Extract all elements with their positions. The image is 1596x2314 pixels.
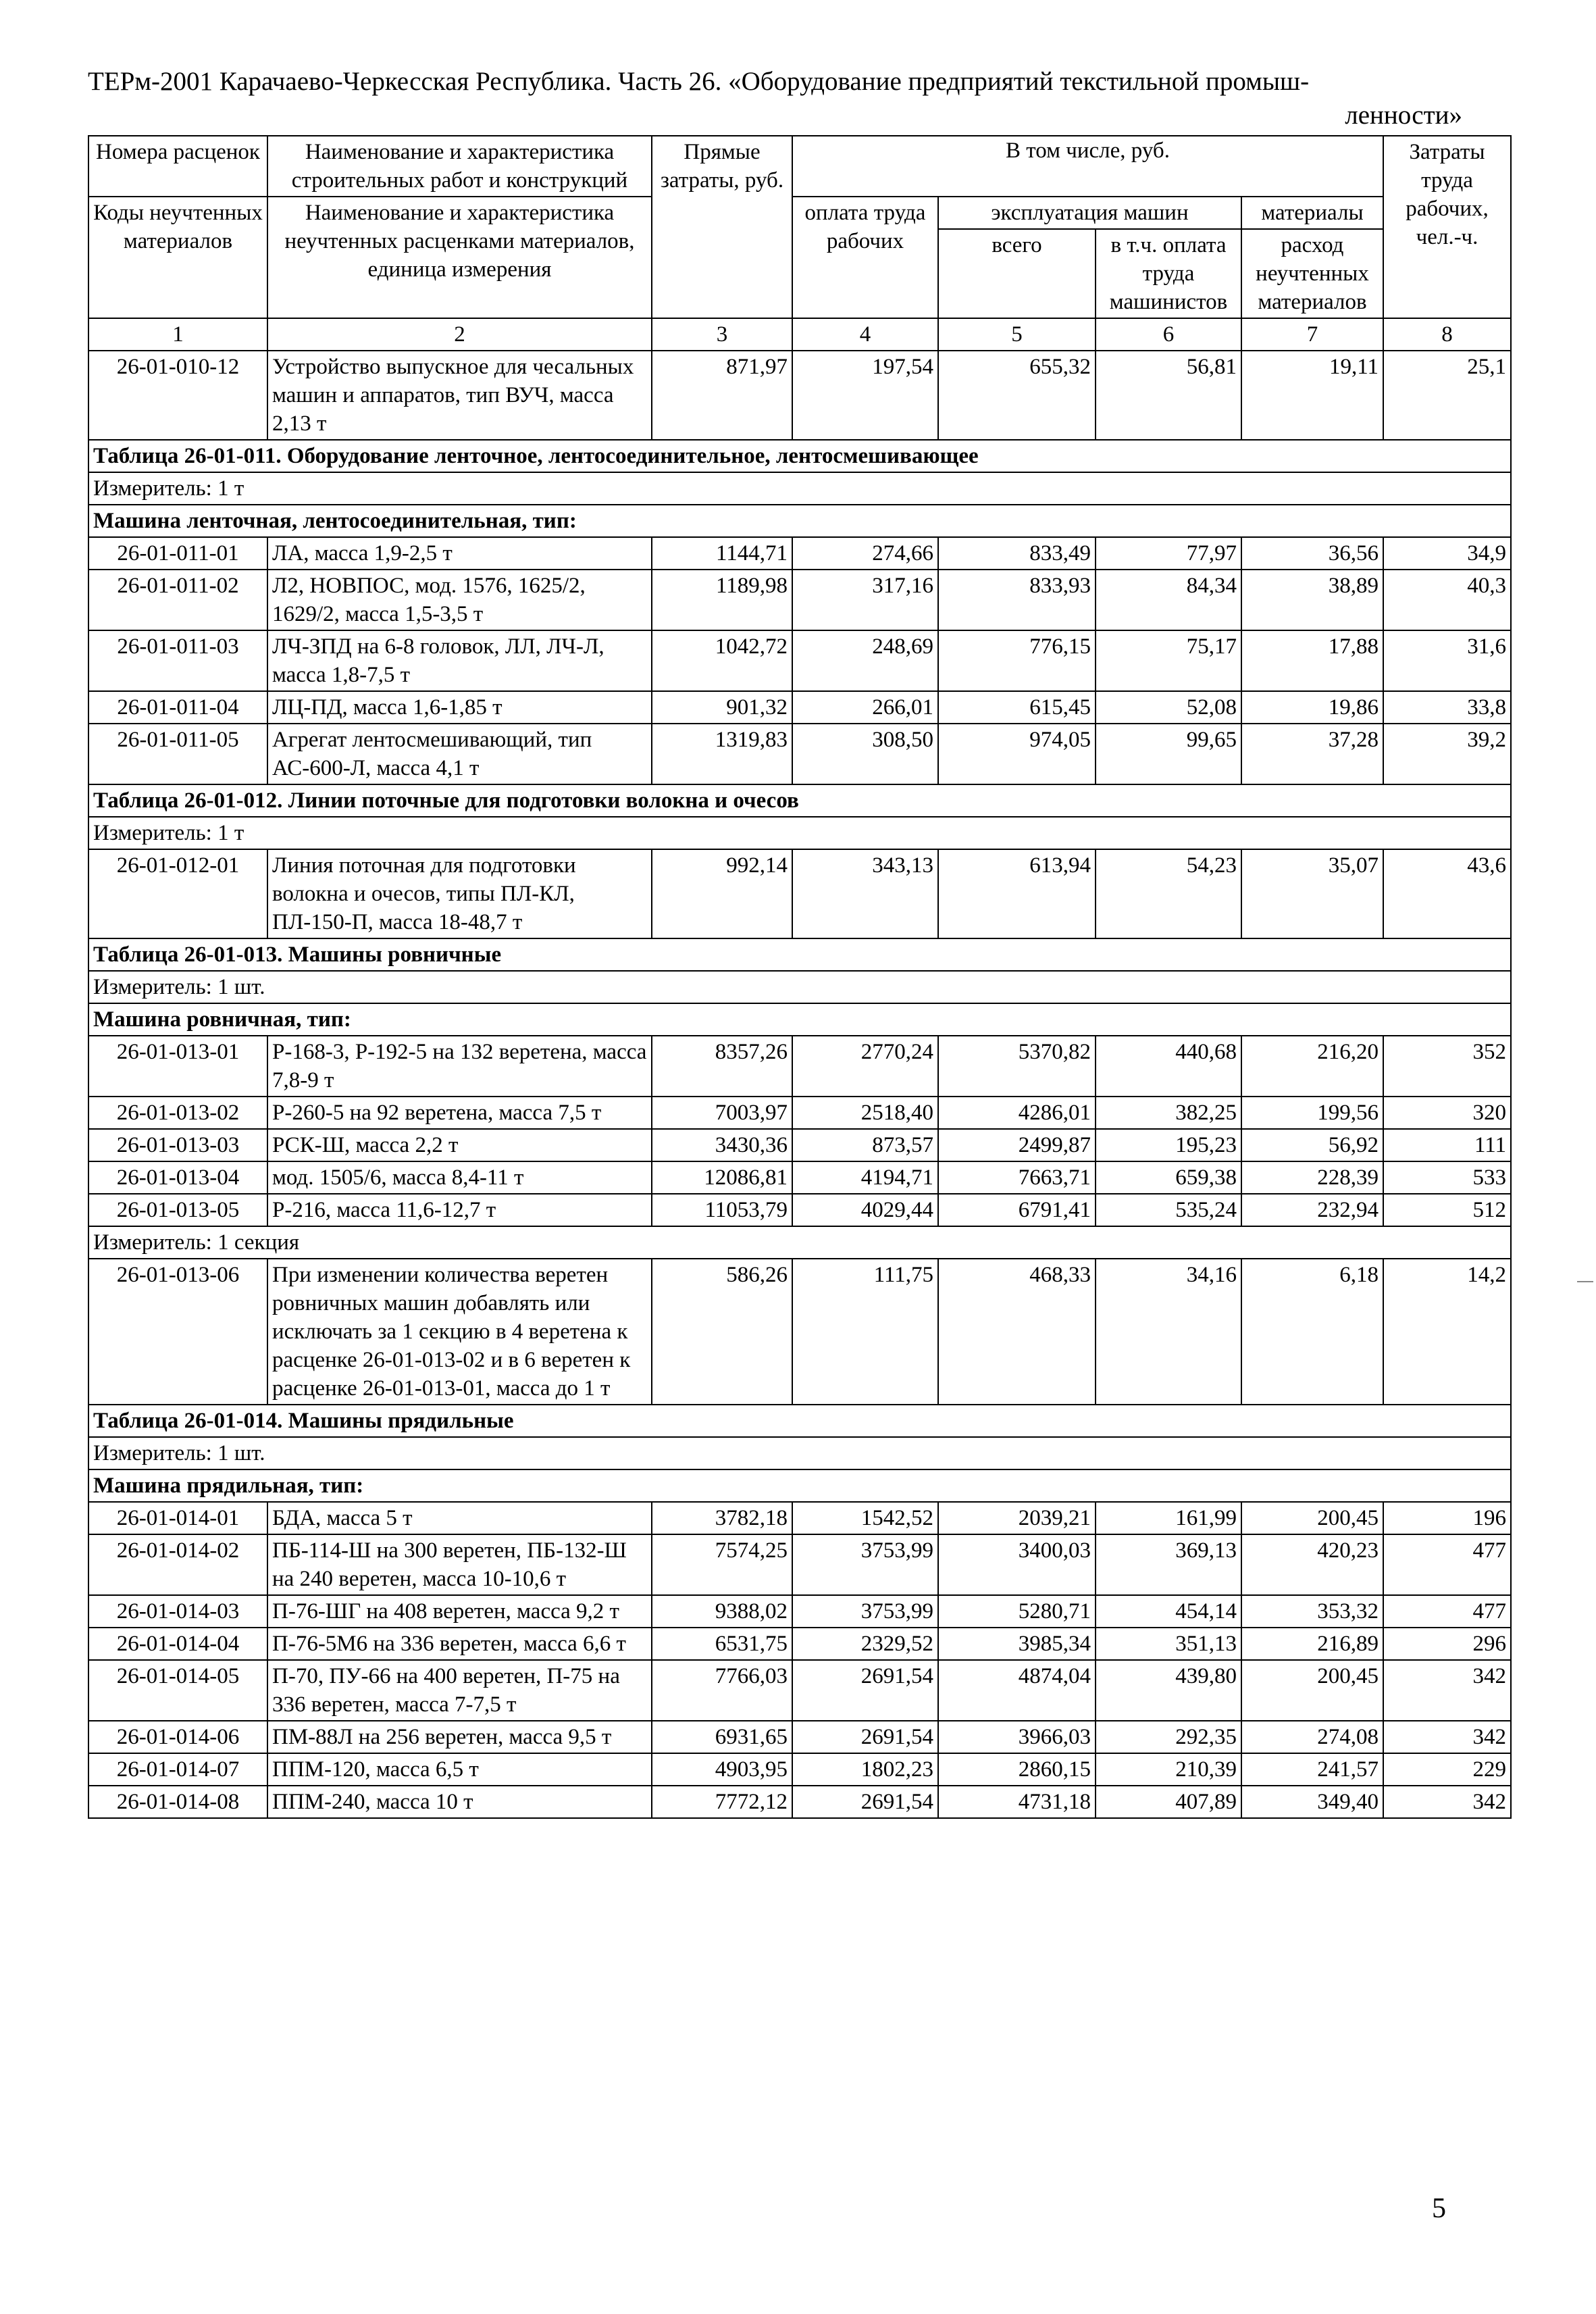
row-name: ППМ-120, масса 6,5 т [267, 1753, 652, 1786]
row-operator-pay: 75,17 [1096, 630, 1241, 691]
row-labor: 342 [1383, 1721, 1511, 1753]
row-worker-pay: 266,01 [792, 691, 938, 724]
table-title: Таблица 26-01-012. Линии поточные для подготовки волокна и очесов [88, 784, 1511, 817]
page-header [88, 65, 1462, 132]
row-code: 26-01-011-01 [88, 537, 267, 570]
row-materials: 199,56 [1241, 1097, 1383, 1129]
row-code: 26-01-013-02 [88, 1097, 267, 1129]
col-number: 7 [1241, 318, 1383, 351]
col-name-materials: Наименование и характеристика неучтенных расценками материалов, единица измерения [267, 197, 652, 318]
table-row [88, 971, 1511, 1003]
subheading: Машина ровничная, тип: [88, 1003, 1511, 1036]
table-row [88, 570, 1511, 630]
row-worker-pay: 308,50 [792, 724, 938, 784]
price-table [88, 135, 1512, 1819]
row-direct-cost: 1189,98 [652, 570, 792, 630]
row-worker-pay: 2691,54 [792, 1660, 938, 1721]
row-labor: 34,9 [1383, 537, 1511, 570]
table-row [88, 849, 1511, 938]
row-operator-pay: 535,24 [1096, 1194, 1241, 1226]
row-worker-pay: 1542,52 [792, 1502, 938, 1534]
row-worker-pay: 248,69 [792, 630, 938, 691]
measure-unit: Измеритель: 1 т [88, 817, 1511, 849]
col-number: 6 [1096, 318, 1241, 351]
row-operator-pay: 659,38 [1096, 1161, 1241, 1194]
col-incl: В том числе, руб. [792, 136, 1383, 197]
row-code: 26-01-014-07 [88, 1753, 267, 1786]
table-row [88, 351, 1511, 440]
row-name: Р-260-5 на 92 веретена, масса 7,5 т [267, 1097, 652, 1129]
row-materials: 37,28 [1241, 724, 1383, 784]
row-materials: 420,23 [1241, 1534, 1383, 1595]
row-labor: 320 [1383, 1097, 1511, 1129]
row-machines-total: 776,15 [938, 630, 1096, 691]
row-labor: 111 [1383, 1129, 1511, 1161]
table-row [88, 784, 1511, 817]
row-name: Л2, НОВПОС, мод. 1576, 1625/2, 1629/2, масса 1,5-3,5 т [267, 570, 652, 630]
row-operator-pay: 407,89 [1096, 1786, 1241, 1818]
row-machines-total: 6791,41 [938, 1194, 1096, 1226]
row-materials: 232,94 [1241, 1194, 1383, 1226]
row-name: П-76-ШГ на 408 веретен, масса 9,2 т [267, 1595, 652, 1628]
row-materials: 17,88 [1241, 630, 1383, 691]
row-code: 26-01-012-01 [88, 849, 267, 938]
row-name: ЛЦ-ПД, масса 1,6-1,85 т [267, 691, 652, 724]
row-machines-total: 7663,71 [938, 1161, 1096, 1194]
row-worker-pay: 317,16 [792, 570, 938, 630]
row-worker-pay: 873,57 [792, 1129, 938, 1161]
row-machines-total: 4286,01 [938, 1097, 1096, 1129]
row-worker-pay: 1802,23 [792, 1753, 938, 1786]
row-code: 26-01-014-04 [88, 1628, 267, 1660]
row-machines-total: 468,33 [938, 1259, 1096, 1405]
row-materials: 274,08 [1241, 1721, 1383, 1753]
table-row [88, 1502, 1511, 1534]
row-materials: 36,56 [1241, 537, 1383, 570]
subheading: Машина ленточная, лентосоединительная, тип: [88, 505, 1511, 537]
row-labor: 14,2 [1383, 1259, 1511, 1405]
row-materials: 216,20 [1241, 1036, 1383, 1097]
table-row [88, 440, 1511, 472]
table-row [88, 691, 1511, 724]
row-direct-cost: 6531,75 [652, 1628, 792, 1660]
row-worker-pay: 2691,54 [792, 1721, 938, 1753]
row-code: 26-01-013-05 [88, 1194, 267, 1226]
row-name: ПМ-88Л на 256 веретен, масса 9,5 т [267, 1721, 652, 1753]
row-code: 26-01-013-03 [88, 1129, 267, 1161]
row-machines-total: 2039,21 [938, 1502, 1096, 1534]
row-direct-cost: 871,97 [652, 351, 792, 440]
col-machines: эксплуатация машин [938, 197, 1241, 229]
table-row [88, 1036, 1511, 1097]
row-operator-pay: 351,13 [1096, 1628, 1241, 1660]
row-code: 26-01-013-04 [88, 1161, 267, 1194]
row-direct-cost: 12086,81 [652, 1161, 792, 1194]
row-direct-cost: 9388,02 [652, 1595, 792, 1628]
row-worker-pay: 2770,24 [792, 1036, 938, 1097]
row-code: 26-01-014-05 [88, 1660, 267, 1721]
row-worker-pay: 2691,54 [792, 1786, 938, 1818]
table-row [88, 1003, 1511, 1036]
row-labor: 352 [1383, 1036, 1511, 1097]
row-operator-pay: 439,80 [1096, 1660, 1241, 1721]
row-labor: 533 [1383, 1161, 1511, 1194]
col-codes: Коды неучтенных материалов [88, 197, 267, 318]
table-row [88, 1161, 1511, 1194]
row-direct-cost: 1042,72 [652, 630, 792, 691]
row-operator-pay: 440,68 [1096, 1036, 1241, 1097]
row-name: мод. 1505/6, масса 8,4-11 т [267, 1161, 652, 1194]
row-code: 26-01-010-12 [88, 351, 267, 440]
row-code: 26-01-013-01 [88, 1036, 267, 1097]
table-row [88, 472, 1511, 505]
table-title: Таблица 26-01-014. Машины прядильные [88, 1405, 1511, 1437]
row-code: 26-01-013-06 [88, 1259, 267, 1405]
table-row [88, 1786, 1511, 1818]
row-operator-pay: 369,13 [1096, 1534, 1241, 1595]
row-machines-total: 3985,34 [938, 1628, 1096, 1660]
row-machines-total: 3966,03 [938, 1721, 1096, 1753]
row-direct-cost: 6931,65 [652, 1721, 792, 1753]
row-worker-pay: 2518,40 [792, 1097, 938, 1129]
row-materials: 35,07 [1241, 849, 1383, 938]
row-labor: 512 [1383, 1194, 1511, 1226]
row-direct-cost: 7772,12 [652, 1786, 792, 1818]
table-row [88, 1129, 1511, 1161]
page-number: 5 [1432, 2193, 1446, 2224]
row-direct-cost: 992,14 [652, 849, 792, 938]
row-labor: 43,6 [1383, 849, 1511, 938]
row-worker-pay: 274,66 [792, 537, 938, 570]
row-machines-total: 4874,04 [938, 1660, 1096, 1721]
row-operator-pay: 195,23 [1096, 1129, 1241, 1161]
row-code: 26-01-014-01 [88, 1502, 267, 1534]
row-direct-cost: 586,26 [652, 1259, 792, 1405]
table-row [88, 1534, 1511, 1595]
row-machines-total: 4731,18 [938, 1786, 1096, 1818]
row-code: 26-01-014-06 [88, 1721, 267, 1753]
row-materials: 241,57 [1241, 1753, 1383, 1786]
row-code: 26-01-011-05 [88, 724, 267, 784]
row-materials: 353,32 [1241, 1595, 1383, 1628]
row-materials: 19,11 [1241, 351, 1383, 440]
row-operator-pay: 34,16 [1096, 1259, 1241, 1405]
row-name: Устройство выпускное для чесальных машин и аппаратов, тип ВУЧ, масса 2,13 т [267, 351, 652, 440]
row-direct-cost: 4903,95 [652, 1753, 792, 1786]
row-operator-pay: 161,99 [1096, 1502, 1241, 1534]
row-name: Агрегат лентосмешивающий, тип АС-600-Л, масса 4,1 т [267, 724, 652, 784]
row-labor: 342 [1383, 1660, 1511, 1721]
row-materials: 349,40 [1241, 1786, 1383, 1818]
row-labor: 229 [1383, 1753, 1511, 1786]
table-row [88, 817, 1511, 849]
row-materials: 56,92 [1241, 1129, 1383, 1161]
table-row [88, 1226, 1511, 1259]
row-materials: 38,89 [1241, 570, 1383, 630]
table-row [88, 938, 1511, 971]
table-row [88, 1437, 1511, 1469]
col-direct: Прямые затраты, руб. [652, 136, 792, 318]
table-title: Таблица 26-01-011. Оборудование ленточное, лентосоединительное, лентосмешивающее [88, 440, 1511, 472]
row-name: ППМ-240, масса 10 т [267, 1786, 652, 1818]
row-materials: 19,86 [1241, 691, 1383, 724]
col-labor: Затраты труда рабочих, чел.-ч. [1383, 136, 1511, 318]
row-materials: 200,45 [1241, 1660, 1383, 1721]
col-number: 3 [652, 318, 792, 351]
row-materials: 6,18 [1241, 1259, 1383, 1405]
col-number: 2 [267, 318, 652, 351]
row-materials: 200,45 [1241, 1502, 1383, 1534]
row-machines-total: 655,32 [938, 351, 1096, 440]
row-machines-total: 5280,71 [938, 1595, 1096, 1628]
row-machines-total: 5370,82 [938, 1036, 1096, 1097]
table-row [88, 505, 1511, 537]
row-name: Р-168-3, Р-192-5 на 132 веретена, масса 7,8-9 т [267, 1036, 652, 1097]
row-machines-total: 2860,15 [938, 1753, 1096, 1786]
row-machines-total: 974,05 [938, 724, 1096, 784]
row-labor: 33,8 [1383, 691, 1511, 724]
row-operator-pay: 210,39 [1096, 1753, 1241, 1786]
row-direct-cost: 7003,97 [652, 1097, 792, 1129]
row-labor: 296 [1383, 1628, 1511, 1660]
row-name: РСК-Ш, масса 2,2 т [267, 1129, 652, 1161]
row-materials: 228,39 [1241, 1161, 1383, 1194]
row-name: Линия поточная для подготовки волокна и очесов, типы ПЛ-КЛ, ПЛ-150-П, масса 18-48,7 т [267, 849, 652, 938]
row-name: При изменении количества веретен ровничных машин добавлять или исключать за 1 секцию в 4 веретена к расценке 26-01-013-02 и в 6 веретен к расценке 26-01-013-01, масса до 1 т [267, 1259, 652, 1405]
row-labor: 25,1 [1383, 351, 1511, 440]
table-body [88, 351, 1511, 1818]
row-labor: 477 [1383, 1534, 1511, 1595]
row-operator-pay: 99,65 [1096, 724, 1241, 784]
row-operator-pay: 52,08 [1096, 691, 1241, 724]
row-operator-pay: 77,97 [1096, 537, 1241, 570]
subheading: Машина прядильная, тип: [88, 1469, 1511, 1502]
row-direct-cost: 1144,71 [652, 537, 792, 570]
row-direct-cost: 11053,79 [652, 1194, 792, 1226]
table-row [88, 1660, 1511, 1721]
row-machines-total: 3400,03 [938, 1534, 1096, 1595]
row-worker-pay: 197,54 [792, 351, 938, 440]
row-code: 26-01-014-03 [88, 1595, 267, 1628]
row-direct-cost: 901,32 [652, 691, 792, 724]
measure-unit: Измеритель: 1 секция [88, 1226, 1511, 1259]
col-materials: материалы [1241, 197, 1383, 229]
row-name: БДА, масса 5 т [267, 1502, 652, 1534]
row-materials: 216,89 [1241, 1628, 1383, 1660]
table-row [88, 1194, 1511, 1226]
col-number: 8 [1383, 318, 1511, 351]
row-labor: 477 [1383, 1595, 1511, 1628]
row-labor: 39,2 [1383, 724, 1511, 784]
row-worker-pay: 4194,71 [792, 1161, 938, 1194]
row-worker-pay: 111,75 [792, 1259, 938, 1405]
row-name: ПБ-114-Ш на 300 веретен, ПБ-132-Ш на 240 веретен, масса 10-10,6 т [267, 1534, 652, 1595]
row-direct-cost: 8357,26 [652, 1036, 792, 1097]
row-direct-cost: 1319,83 [652, 724, 792, 784]
row-code: 26-01-014-02 [88, 1534, 267, 1595]
table-title: Таблица 26-01-013. Машины ровничные [88, 938, 1511, 971]
table-row [88, 630, 1511, 691]
margin-mark [1577, 1281, 1593, 1282]
table-row [88, 1595, 1511, 1628]
row-name: П-76-5М6 на 336 веретен, масса 6,6 т [267, 1628, 652, 1660]
row-worker-pay: 3753,99 [792, 1595, 938, 1628]
row-operator-pay: 292,35 [1096, 1721, 1241, 1753]
table-row [88, 1097, 1511, 1129]
table-row [88, 1405, 1511, 1437]
table-row [88, 724, 1511, 784]
row-code: 26-01-011-04 [88, 691, 267, 724]
header-line-2: ленности» [1345, 101, 1462, 130]
row-machines-total: 833,49 [938, 537, 1096, 570]
row-direct-cost: 3430,36 [652, 1129, 792, 1161]
measure-unit: Измеритель: 1 т [88, 472, 1511, 505]
table-row [88, 1753, 1511, 1786]
row-code: 26-01-011-03 [88, 630, 267, 691]
row-name: ЛА, масса 1,9-2,5 т [267, 537, 652, 570]
col-number: 5 [938, 318, 1096, 351]
col-name: Наименование и характеристика строительных работ и конструкций [267, 136, 652, 197]
row-operator-pay: 56,81 [1096, 351, 1241, 440]
row-operator-pay: 84,34 [1096, 570, 1241, 630]
col-numbers: Номера расценок [88, 136, 267, 197]
header-line-1: ТЕРм-2001 Карачаево-Черкесская Республика. Часть 26. «Оборудование предприятий текстильной промыш- [88, 67, 1310, 96]
col-all: всего [938, 229, 1096, 318]
col-number: 1 [88, 318, 267, 351]
col-pay: оплата труда рабочих [792, 197, 938, 318]
row-name: Р-216, масса 11,6-12,7 т [267, 1194, 652, 1226]
row-code: 26-01-014-08 [88, 1786, 267, 1818]
row-worker-pay: 343,13 [792, 849, 938, 938]
table-row [88, 1469, 1511, 1502]
row-labor: 40,3 [1383, 570, 1511, 630]
row-direct-cost: 3782,18 [652, 1502, 792, 1534]
row-worker-pay: 4029,44 [792, 1194, 938, 1226]
table-row [88, 1628, 1511, 1660]
row-machines-total: 613,94 [938, 849, 1096, 938]
row-code: 26-01-011-02 [88, 570, 267, 630]
table-header [88, 136, 1511, 351]
row-name: П-70, ПУ-66 на 400 веретен, П-75 на 336 веретен, масса 7-7,5 т [267, 1660, 652, 1721]
col-incl-pay: в т.ч. оплата труда машинистов [1096, 229, 1241, 318]
row-labor: 196 [1383, 1502, 1511, 1534]
row-machines-total: 833,93 [938, 570, 1096, 630]
row-direct-cost: 7574,25 [652, 1534, 792, 1595]
row-labor: 31,6 [1383, 630, 1511, 691]
table-row [88, 1721, 1511, 1753]
table-row [88, 1259, 1511, 1405]
row-labor: 342 [1383, 1786, 1511, 1818]
row-name: ЛЧ-ЗПД на 6-8 головок, ЛЛ, ЛЧ-Л, масса 1,8-7,5 т [267, 630, 652, 691]
col-mat-use: расход неучтенных материалов [1241, 229, 1383, 318]
table-row [88, 537, 1511, 570]
row-direct-cost: 7766,03 [652, 1660, 792, 1721]
measure-unit: Измеритель: 1 шт. [88, 971, 1511, 1003]
row-machines-total: 615,45 [938, 691, 1096, 724]
row-worker-pay: 2329,52 [792, 1628, 938, 1660]
measure-unit: Измеритель: 1 шт. [88, 1437, 1511, 1469]
row-machines-total: 2499,87 [938, 1129, 1096, 1161]
row-operator-pay: 382,25 [1096, 1097, 1241, 1129]
row-operator-pay: 454,14 [1096, 1595, 1241, 1628]
col-number: 4 [792, 318, 938, 351]
row-worker-pay: 3753,99 [792, 1534, 938, 1595]
row-operator-pay: 54,23 [1096, 849, 1241, 938]
